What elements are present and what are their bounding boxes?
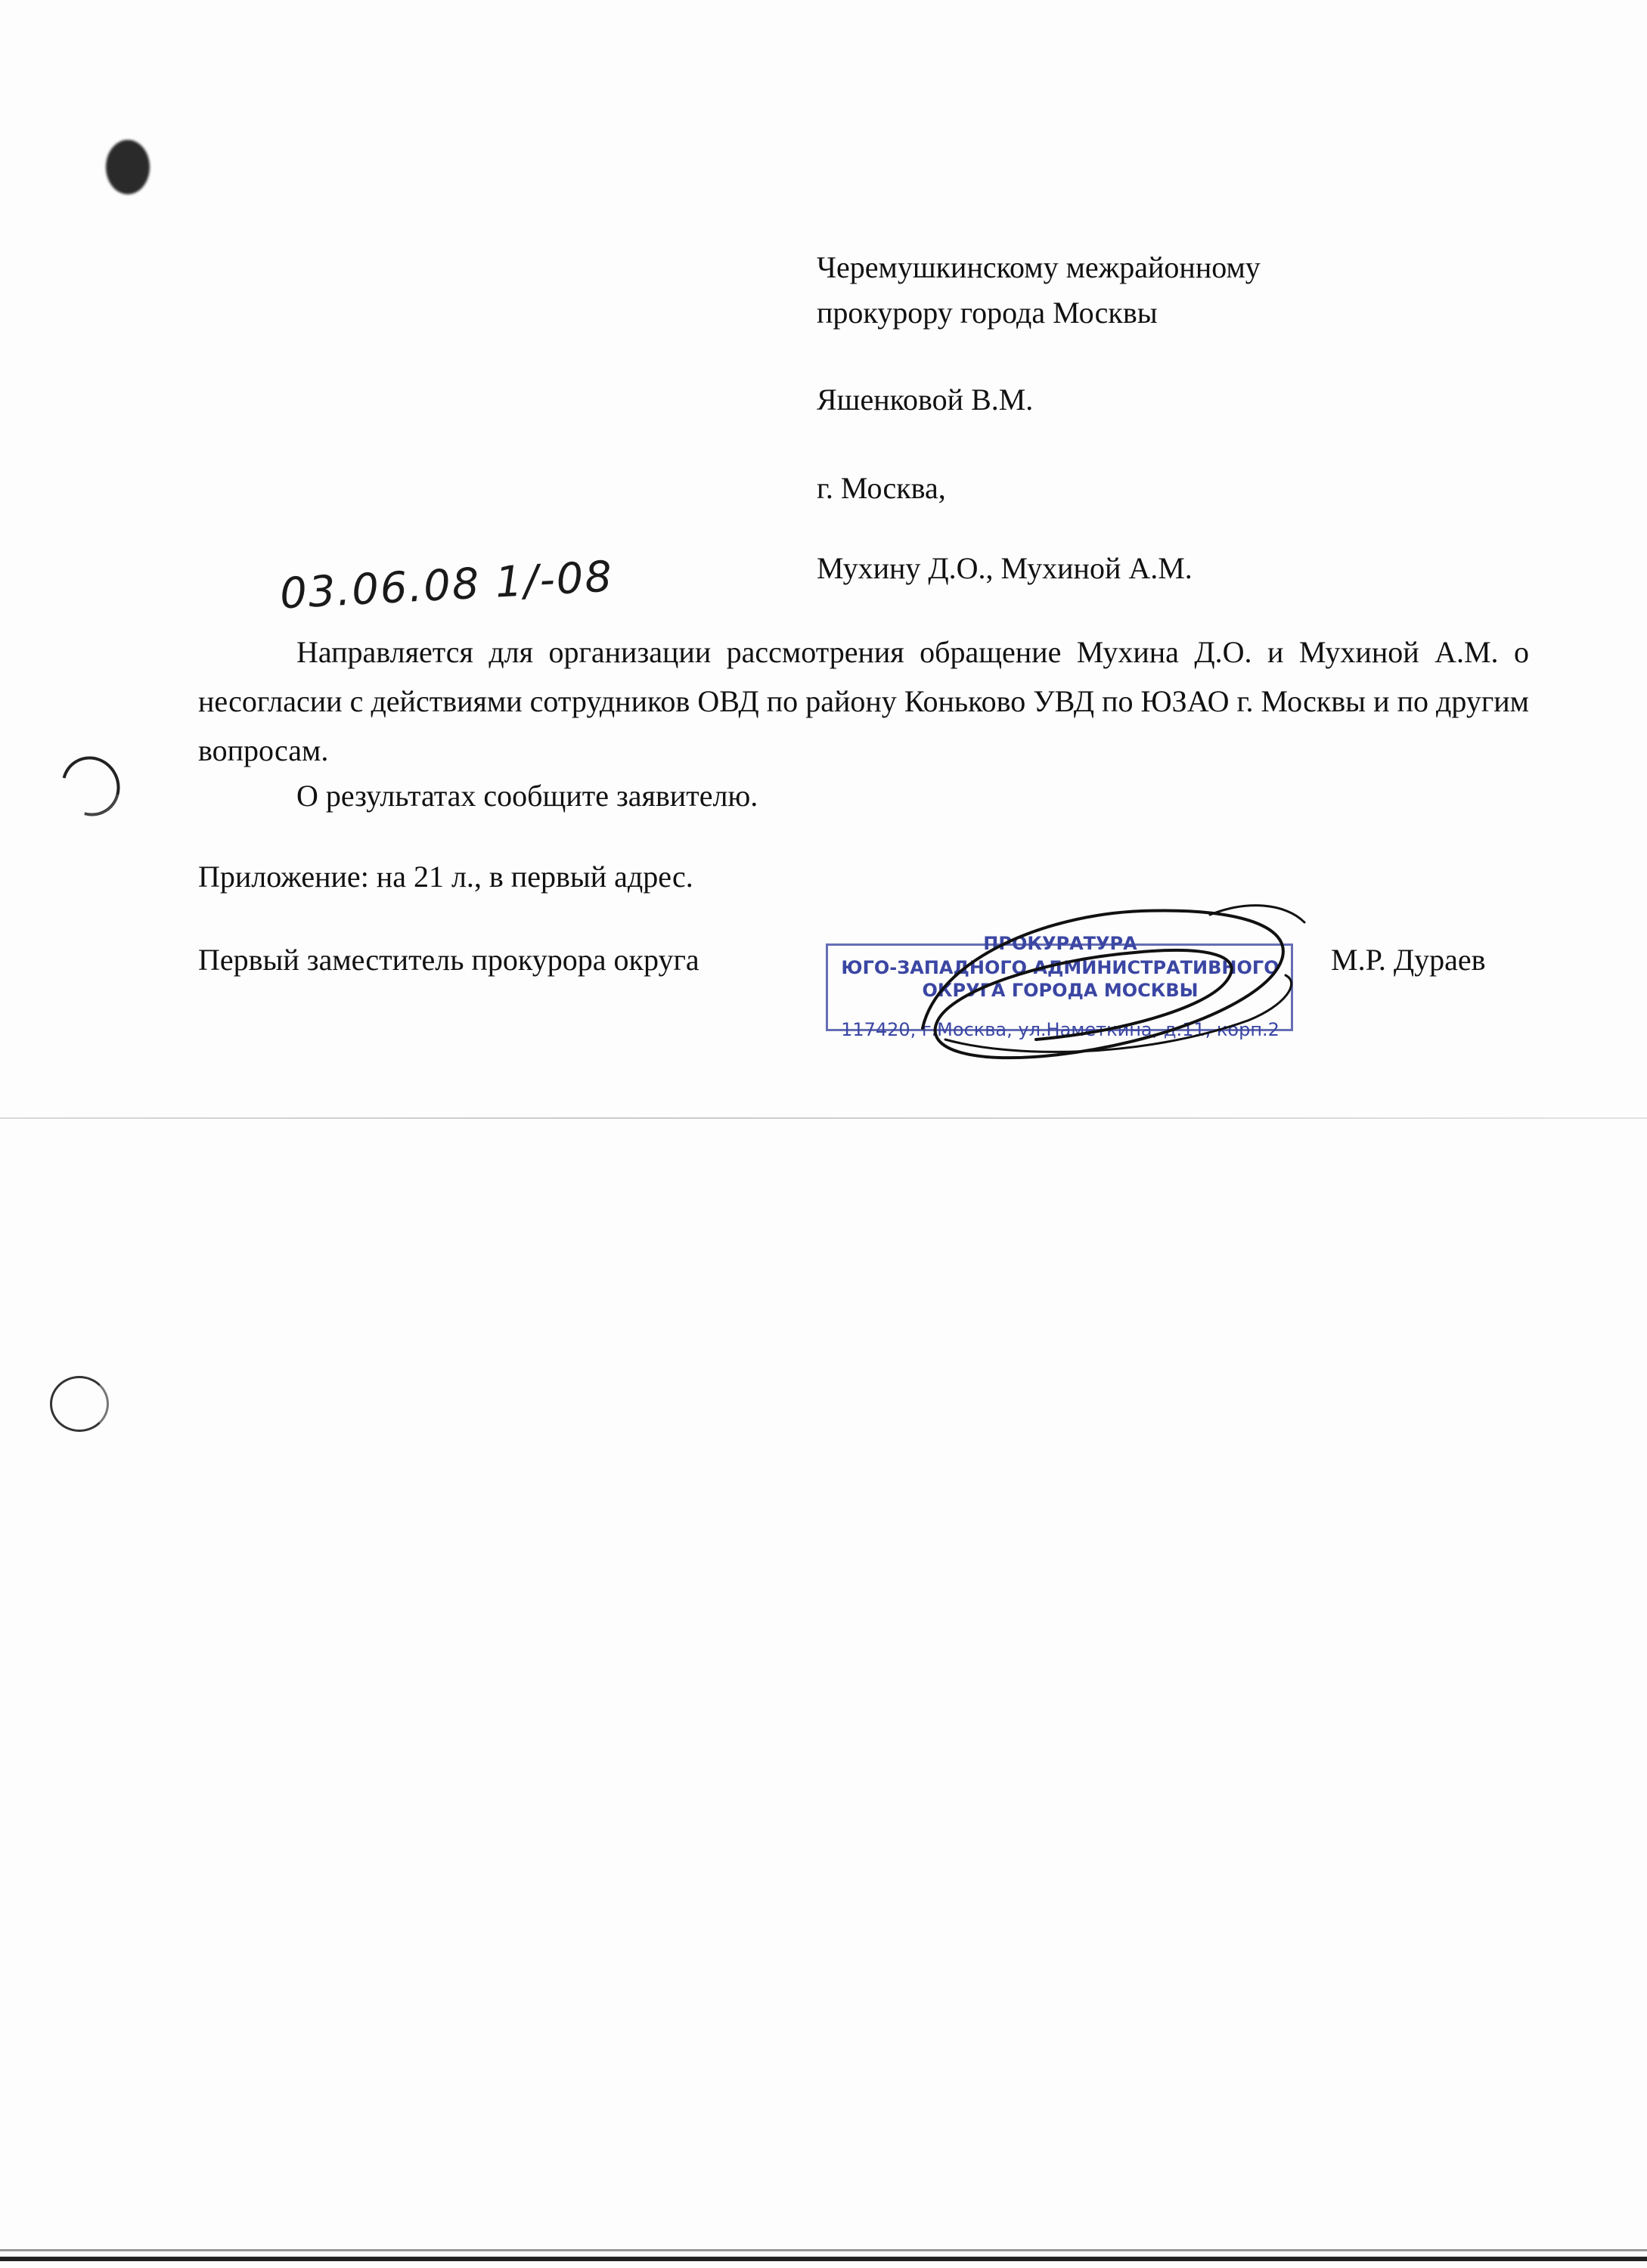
- stamp-text: 117420, г.Москва, ул.Наметкина, д.11, корп.2: [841, 1019, 1279, 1040]
- addressee-name: Яшенковой В.М.: [817, 383, 1034, 417]
- addressee-line-2: прокурору города Москвы: [817, 296, 1158, 330]
- punch-hole-mark: [106, 140, 150, 194]
- punch-hole-ring: [51, 745, 131, 826]
- attachment-note: Приложение: на 21 л., в первый адрес.: [198, 860, 693, 894]
- scan-edge: [0, 2257, 1647, 2261]
- fold-line: [0, 1117, 1647, 1119]
- signatory-name: М.Р. Дураев: [1331, 943, 1486, 977]
- handwritten-reference: 03.06.08 1/-08: [278, 552, 615, 619]
- punch-hole-ring: [50, 1376, 109, 1432]
- stamp-text: ЮГО-ЗАПАДНОГО АДМИНИСТРАТИВНОГО: [841, 957, 1279, 978]
- scan-edge: [0, 2249, 1647, 2251]
- addressee-city: г. Москва,: [817, 471, 946, 505]
- signatory-position: Первый заместитель прокурора округа: [198, 943, 699, 977]
- copy-recipients: Мухину Д.О., Мухиной А.М.: [817, 551, 1193, 585]
- handwritten-signature: [892, 869, 1316, 1081]
- addressee-line-1: Черемушкинскому межрайонному: [817, 250, 1261, 284]
- body-paragraph: О результатах сообщите заявителю.: [296, 779, 758, 813]
- stamp-text: ОКРУГА ГОРОДА МОСКВЫ: [922, 980, 1199, 1001]
- body-paragraph: Направляется для организации рассмотрения обращение Мухина Д.О. и Мухиной А.М. о несогласии с действиями сотрудников ОВД по району Коньково УВД по ЮЗАО г. Москвы и по другим вопросам.: [198, 635, 1529, 767]
- stamp-text: ПРОКУРАТУРА: [983, 933, 1137, 954]
